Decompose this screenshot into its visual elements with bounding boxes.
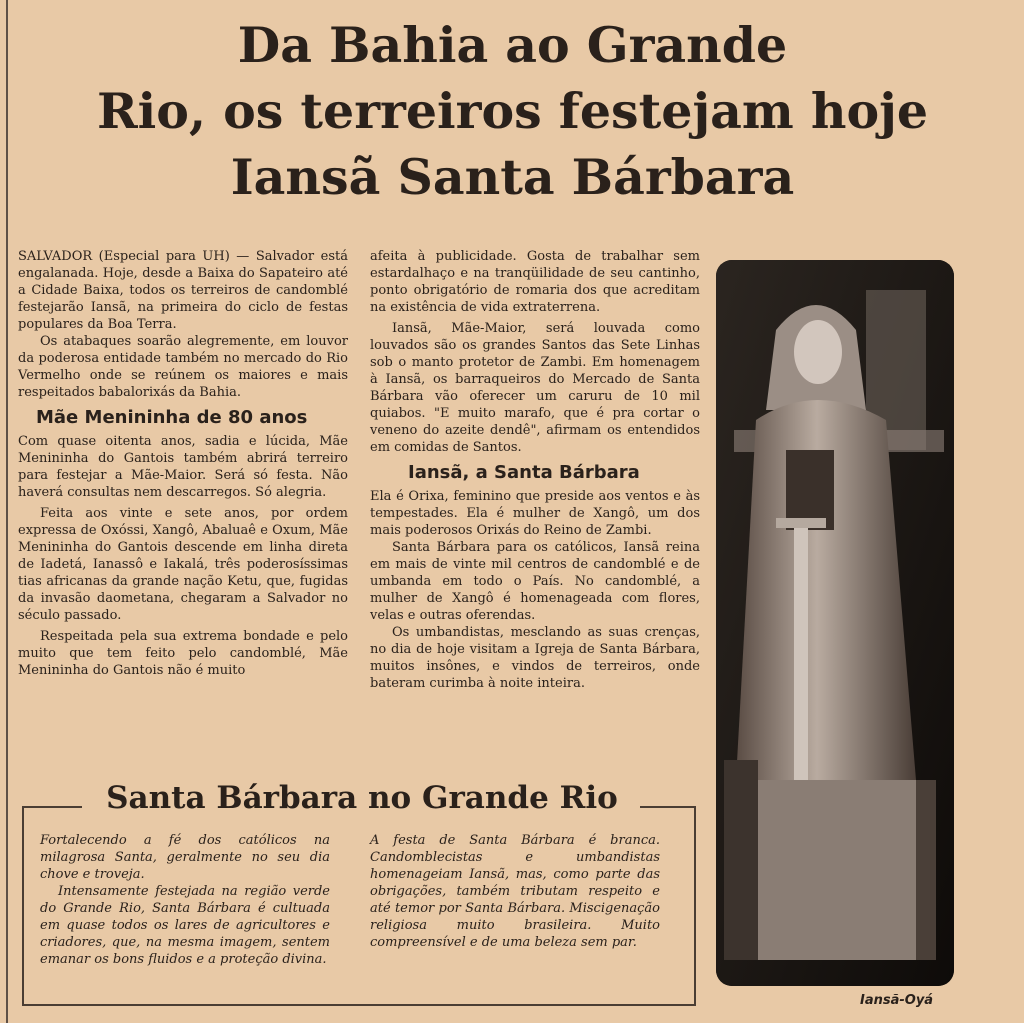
box-column-left	[40, 832, 330, 968]
statue-photo	[716, 260, 954, 986]
paragraph: afeita à publicidade. Gosta de trabalhar sem estardalhaço e na tranqüilidade de seu cantinho, ponto obrigatório de romaria dos que acreditam na existência de vida extraterrena.	[370, 249, 700, 315]
paragraph: Os atabaques soarão alegremente, em louvor da poderosa entidade também no mercado do Rio Vermelho onde se reúnem os maiores e mais respeitados babalorixás da Bahia.	[18, 334, 348, 400]
paragraph: Fortalecendo a fé dos católicos na milagrosa Santa, geralmente no seu dia chove e troveja.	[40, 833, 330, 882]
paragraph: Os umbandistas, mesclando as suas crenças, no dia de hoje visitam a Igreja de Santa Bárbara, muitos insônes, e vindos de terreiros, onde bateram curimba à noite inteira.	[370, 625, 700, 691]
paragraph: Com quase oitenta anos, sadia e lúcida, Mãe Menininha do Gantois também abrirá terreiro para festejar a Mãe-Maior. Será só festa. Não haverá consultas nem descarregos. Só alegria.	[18, 434, 348, 500]
paragraph: Ela é Orixa, feminino que preside aos ventos e às tempestades. Ela é mulher de Xangô, um dos mais poderosos Orixás do Reino de Zambi.	[370, 489, 700, 538]
box-column-right	[370, 832, 660, 951]
box-top-rule-left	[22, 806, 82, 808]
headline	[40, 12, 985, 210]
headline-line-3: Iansã Santa Bárbara	[230, 148, 795, 206]
article-column-1	[18, 248, 348, 679]
subheading-mae-menininha: Mãe Menininha de 80 anos	[36, 407, 308, 428]
paragraph: SALVADOR (Especial para UH) — Salvador está engalanada. Hoje, desde a Baixa do Sapateiro até a Cidade Baixa, todos os terreiros de candomblé festejarão Iansã, na primeira do ciclo de festas populares da Boa Terra.	[18, 249, 348, 332]
santa-barbara-statue-image	[716, 260, 954, 986]
paragraph: Feita aos vinte e sete anos, por ordem expressa de Oxóssi, Xangô, Abaluaê e Oxum, Mãe Menininha do Gantois descende em linha direta de Iadetá, Ianassô e Iakalá, três poderosíssimas tias africanas da grande nação Ketu, que, fugidas da invasão daometana, chegaram a Salvador no século passado.	[18, 506, 348, 623]
paragraph: A festa de Santa Bárbara é branca. Candomblecistas e umbandistas homenageiam Iansã, mas, como parte das obrigações, também tributam respeito e até temor por Santa Bárbara. Miscigenação religiosa muito brasileira. Muito compreensível e de uma beleza sem par.	[370, 833, 660, 950]
paragraph: Intensamente festejada na região verde do Grande Rio, Santa Bárbara é cultuada em quase todos os lares de agricultores e criadores, que, na mesma imagem, sentem emanar os bons fluidos e a proteção divina.	[40, 884, 330, 967]
box-title: Santa Bárbara no Grande Rio	[86, 776, 638, 820]
paragraph: Iansã, Mãe-Maior, será louvada como louvados são os grandes Santos das Sete Linhas sob o manto protetor de Zambi. Em homenagem à Iansã, os barraqueiros do Mercado de Santa Bárbara vão oferecer um caruru de 10 mil quiabos. "E muito marafo, que é pra cortar o veneno do azeite dendê", afirmam os entendidos em comidas de Santos.	[370, 321, 700, 455]
headline-line-1: Da Bahia ao Grande	[237, 16, 788, 74]
box-top-rule-right	[640, 806, 694, 808]
paragraph: Santa Bárbara para os católicos, Iansã reina em mais de vinte mil centros de candomblé e de umbanda em todo o País. No candomblé, a mulher de Xangô é homenageada com flores, velas e outras oferendas.	[370, 540, 700, 623]
photo-caption: Iansã-Oyá	[860, 993, 934, 1008]
headline-line-2: Rio, os terreiros festejam hoje	[96, 82, 929, 140]
article-column-2	[370, 248, 700, 692]
subheading-iansa-santa-barbara: Iansã, a Santa Bárbara	[408, 462, 640, 483]
paragraph: Respeitada pela sua extrema bondade e pelo muito que tem feito pelo candomblé, Mãe Menininha do Gantois não é muito	[18, 629, 348, 678]
page-edge-rule	[6, 0, 8, 1023]
